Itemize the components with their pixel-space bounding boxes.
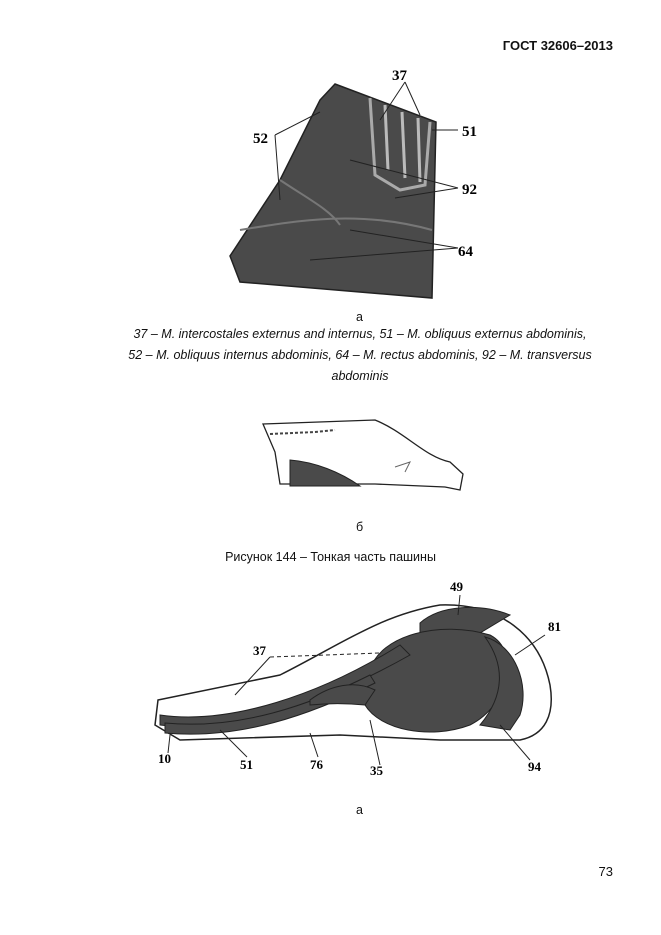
label-64-top: 64 [458, 244, 473, 260]
subfigure-label-a-top: а [356, 310, 363, 324]
figure-top-caption [100, 324, 620, 387]
label-10: 10 [158, 751, 171, 766]
label-76: 76 [310, 757, 323, 772]
label-94: 94 [528, 759, 541, 774]
label-37-bottom: 37 [253, 643, 266, 658]
subfigure-label-b: б [356, 520, 364, 534]
figure-top-drawing [220, 60, 490, 310]
label-35: 35 [370, 763, 383, 775]
figure-title: Рисунок 144 – Тонкая часть пашины [225, 550, 436, 564]
page-number: 73 [598, 864, 613, 879]
label-92-top: 92 [462, 182, 477, 198]
muscle-cut-shape [230, 84, 436, 298]
label-37-top: 37 [392, 68, 407, 84]
caption-line-1: 37 – M. intercostales externus and internus, 51 – M. obliquus externus abdominis, [133, 327, 587, 341]
figure-middle-drawing [255, 412, 475, 502]
label-52-top: 52 [253, 131, 268, 147]
label-51-top: 51 [462, 124, 477, 140]
standard-number: ГОСТ 32606–2013 [502, 38, 613, 53]
label-51-bottom: 51 [240, 757, 253, 772]
label-81: 81 [548, 619, 561, 634]
caption-line-3: abdominis [331, 369, 389, 383]
caption-line-2: 52 – M. obliquus internus abdominis, 64 – M. rectus abdominis, 92 – M. transversus [128, 348, 592, 362]
subfigure-label-a-bottom: а [356, 803, 363, 817]
figure-bottom-drawing [140, 575, 590, 775]
label-49: 49 [450, 579, 463, 594]
